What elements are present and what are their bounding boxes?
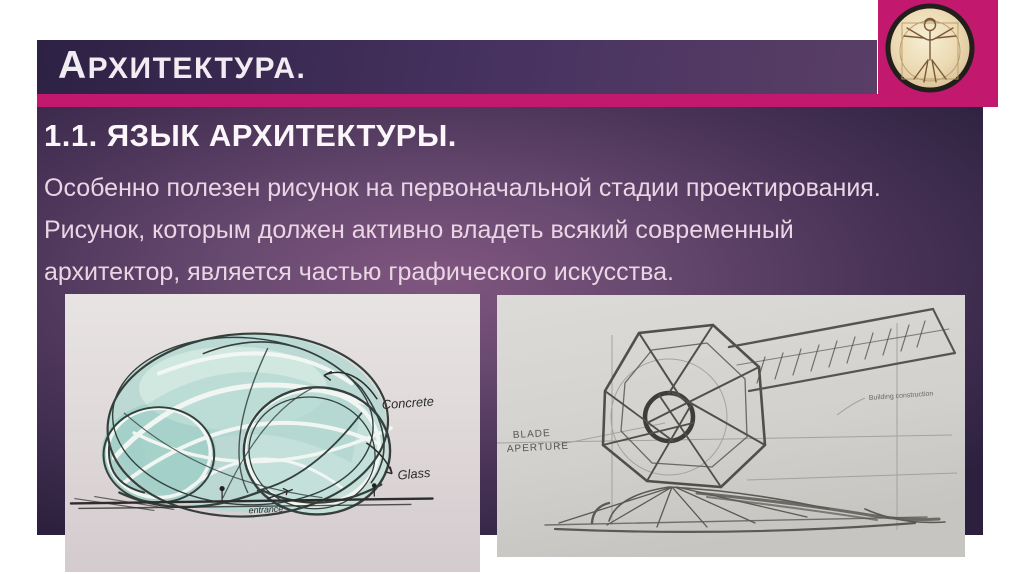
left-sketch-label-entrance: entrance xyxy=(248,503,284,516)
left-sketch-label-concrete: Concrete xyxy=(381,393,435,413)
body-line-2: Рисунок, которым должен активно владеть всякий современный xyxy=(44,216,794,244)
body-line-3: архитектор, является частью графического искусства. xyxy=(44,258,674,286)
right-sketch-label-aperture: APERTURE xyxy=(506,440,570,455)
body-line-1: Особенно полезен рисунок на первоначальной стадии проектирования. xyxy=(44,174,881,202)
vitruvian-man-icon xyxy=(884,2,976,94)
section-heading: 1.1. ЯЗЫК АРХИТЕКТУРЫ. xyxy=(44,118,457,153)
right-sketch-label-note: Building construction xyxy=(868,390,934,402)
header-bar xyxy=(37,40,877,94)
left-sketch-image xyxy=(65,294,480,572)
slide-title: АРХИТЕКТУРА. xyxy=(58,43,307,87)
right-sketch-label-blade: BLADE xyxy=(512,428,551,441)
left-sketch-label-glass: Glass xyxy=(396,464,431,483)
accent-stripe xyxy=(37,94,998,107)
body-paragraph xyxy=(44,167,984,293)
right-sketch-image xyxy=(497,295,965,557)
